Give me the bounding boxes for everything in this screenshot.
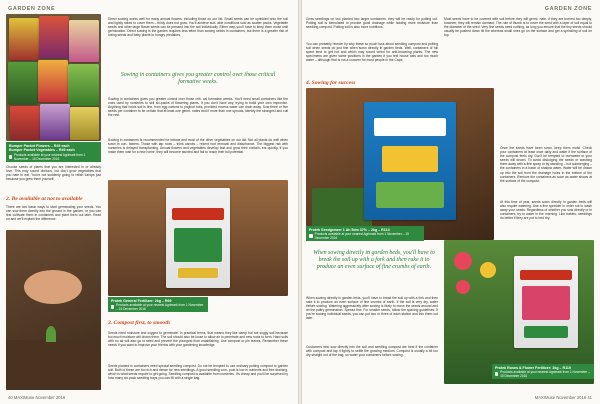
seed-packet-image xyxy=(10,106,40,140)
grow-paragraph-right: Most seeds have to be covered with soil before they will germi- nate. If they are burned too deeply, however, they will remain dormant. The rule of thumb is to cover the seed with a layer of soil equal to the diameter of the seed. Very fine seeds need nothing, as long you ensure that the tiny seeds should usually be pushed down till the whereas small ones go on the surface and get a sprinkling of soil on top. xyxy=(444,17,592,38)
fertilizer-bag-photo xyxy=(108,180,288,296)
rose-fertilizer-caption xyxy=(492,364,594,379)
direct-sowing-paragraph-right: When sowing directly in garden beds, you'll have to break the soil up with a fork and then rake it to produce an even surface of fine crumbs of earth. If the soil is very dry, water before sowing. Watering aggressively after sowing is likely to move the seeds around and let the paltry germination. Spread fine. For smaller seeds, follow the spacing guidelines. If you're sowing individual seeds, you can put two or three of each station and thin them out later. xyxy=(306,296,438,321)
direct-sowing-paragraph-right-2: Customers who sow directly into the soil and seedling compost are best if the container with compost and tap it lightly to settle the growing medium. Compost is usually a bit too dry straight out of the bag, so water your containers before sowing. xyxy=(306,345,438,358)
agrimark-logo-icon xyxy=(111,305,114,309)
right-page xyxy=(302,0,600,404)
watering-paragraph: Once the seeds have been sown, keep them moist. Check your containers at least once daily and water if the surface of the compost feels dry. Don't be tempted to overwater or your seeds will drown. To avoid dislodging the seeds or washing them away with a fine spray or by standing – not submerging – the containers in a basin of shallow water. Water will be drawn up into the soil from the drainage holes in the bottom of the containers. Remove the containers as soon as water shows at the surface of the compost. xyxy=(500,146,592,183)
fertilizer-bag-image xyxy=(166,188,230,288)
hand-image xyxy=(24,270,82,304)
compost-caption-title: Protek Seedgrower 1 Ah 5dm 37% – 2kg – R114 xyxy=(309,228,390,232)
compost-bag-image xyxy=(364,102,456,220)
seed-packet-image xyxy=(39,16,69,58)
container-paragraph-2: Sowing in containers is recommended for lettuce and most of the other vegetables on our list. Not all plants do well when sown in con- tainers. Those with tap roots – think carrots – resent root removal and disturbance. The biggest risk with nurseries is delayed transplanting. Annual flowers and vegetables develop fast and grow their contain- ers quickly. If you make them wait for a new home, they will become stunted and fail to reach their full potential. xyxy=(108,138,288,155)
seed-packet-image xyxy=(40,104,70,140)
seed-packets-photo xyxy=(6,14,101,141)
seed-packet-image xyxy=(70,107,99,140)
packet-caption-title-2: Bumper Packet Vegetables – R49 each xyxy=(9,148,75,153)
packet-caption xyxy=(6,142,101,162)
pull-quote-right: When sowing directly in garden beds, you'll have to break the soil up with a fork and then rake it to produce an even surface of fine crumbs of earth. xyxy=(313,250,435,270)
agrimark-logo-icon xyxy=(495,372,498,376)
heading-compost: 3. Compost first, to smooth xyxy=(108,320,170,326)
seeds-paragraph-2: Seeds planted in containers need special seedling compost. Do not be tempted to use ordinary potting compost or garden soil. Both of these are too rich and dense for new seedlings. A good seedling com- post is low in nutrients and free draining, which is what seeds require to get going. Seedling compost is available from nurseries. It's cheap and you'll be surprised by how many six-pack seedling trays you can fill with a single bag. xyxy=(108,364,288,381)
agrimark-logo-icon xyxy=(9,155,12,159)
rose-fertilizer-caption-title: Protek Roses & Flower Fertilizer: 2kg – R119 xyxy=(495,366,571,370)
compost-caption-availability: Products available at your nearest Agrimark from 1 November – 15 December 2016 xyxy=(314,232,409,241)
choose-paragraph: Choose seeds of plants that you are interested in or already love. This may sound obvious, but don't grow vegetables that you hate to eat. You're not suddenly going to relish turnips just because you grew them yourself. xyxy=(6,165,101,182)
rose-fertilizer-caption-availability: Products available at your nearest Agrimark from 1 November – 15 December 2016 xyxy=(500,370,590,379)
compost-caption xyxy=(306,226,424,241)
watering-paragraph-2: At this time of year, seeds sown directly in garden beds will also require watering. Use a fine sprinkler in order not to wash away your seeds. Regardless of whether you sow directly or in containers, try to water in the morning. Like babies, seedlings do better if they are put to bed dry. xyxy=(500,200,592,221)
fertilizer-caption-title: Protek General Fertilizer: 2kg – R69 xyxy=(111,299,172,303)
agrimark-logo-icon xyxy=(309,234,313,238)
flower-image xyxy=(456,280,470,294)
rose-fertilizer-bag-image xyxy=(514,256,578,348)
ways-paragraph: There are two basic ways to start germinating your seeds. You can sow them directly into the ground in the garden, or you can first cultivate them in containers and plant them out later. Read on and we'll explain the difference. xyxy=(6,205,101,222)
section-label-right: GARDEN ZONE xyxy=(544,6,592,12)
direct-sowing-paragraph: Direct sowing works well for many annual flowers, including those on our list. Small seeds can be sprinkled onto the soil and lightly raked to cover them – thinly does not grow. You'll achieve suit- able conditions sold as scatter packs. Vegetable seeds and other large flower seeds can be pressed into the soil individually. Either way, you'll have to keep them moist until germination. Direct sowing is the garden requires less effort than sowing seeds in containers, but there is a greater risk of losing seeds and baby plants to hungry predators. xyxy=(108,17,288,38)
pull-quote-left: Sowing in containers gives you greater control over those critical formative weeks. xyxy=(120,72,276,85)
flower-image xyxy=(480,262,496,278)
seeds-paragraph: Seeds need moisture and oxygen to germinate. In practical terms, that means they like damp but not soggy soil because too much moisture will drown them. The soil should also be loose to allow air to penetrate and new roots to form. Hard soils with no air will also go to seed and prevent the youngest from establishing. Use compost or pin leaves. Remember these needs if you want to improve your friends with your gardening knowledge. xyxy=(108,331,288,348)
section-label-left: GARDEN ZONE xyxy=(8,6,56,12)
seedling-image xyxy=(46,326,56,342)
heading-availability: 2. Be available at not to available xyxy=(6,196,83,202)
seed-packet-image xyxy=(9,18,39,60)
seed-packet-image xyxy=(8,62,38,104)
left-page xyxy=(0,0,299,404)
fertilizer-caption-availability: Products available at your nearest Agrimark from 1 November – 15 December 2016 xyxy=(116,303,204,312)
grow-paragraph-2: You can probably reorder by why these so much fuss about seedling compost and potting soil when seeds do just fine when sown directly in garden beds. Well, containers of full spent tend to get hot and which may sound weird for anti-browning plants. The new specimens are given same positions in the garden if you feel house cats and too much water – although that is not a concern for most people in the Cape. xyxy=(306,42,438,63)
page-folio-left: 40 MAXIMuse November 2016 xyxy=(8,395,66,400)
seed-packet-image xyxy=(38,60,68,102)
fertilizer-caption xyxy=(108,297,208,312)
flower-image xyxy=(454,252,472,270)
soil-image xyxy=(6,340,101,390)
container-paragraph: Sowing in containers gives you greater control over those criti- cal formative weeks. You'll need small containers like the ones used by nurseries to sell six-packs of flowering plants. If you don't have any, trying to build your own improvise. Anything that holds soil is fine, from egg cartons to yoghurt tubs, provided excess water can drain away. Sow three or five seeds per container to be certain that at least one germi- nates and if more than one sprouts, identify the strongest and cull the rest. xyxy=(108,97,288,118)
compost-bag-photo xyxy=(306,88,494,240)
seed-packet-image xyxy=(69,20,99,62)
heading-sowing: 4. Sowing for success xyxy=(306,80,356,86)
packet-caption-availability: Products available at your nearest Agrimark from 1 November – 15 December 2016 xyxy=(13,152,86,161)
grow-paragraph: Grow seedlings on two planted into larger containers, they will be ready for potting out. Potting soil is formulated to provide good drainage while holding more moisture than seedling compost. Potting soil is also more nutritious. xyxy=(306,17,438,30)
hands-sowing-photo xyxy=(6,230,101,390)
packet-caption-title: Bumper Packet Flowers – R49 each xyxy=(9,144,70,148)
seed-packet-image xyxy=(68,64,99,106)
flowers-fertilizer-photo xyxy=(444,240,594,384)
page-folio-right: MAXIMuse November 2016 41 xyxy=(534,395,592,400)
